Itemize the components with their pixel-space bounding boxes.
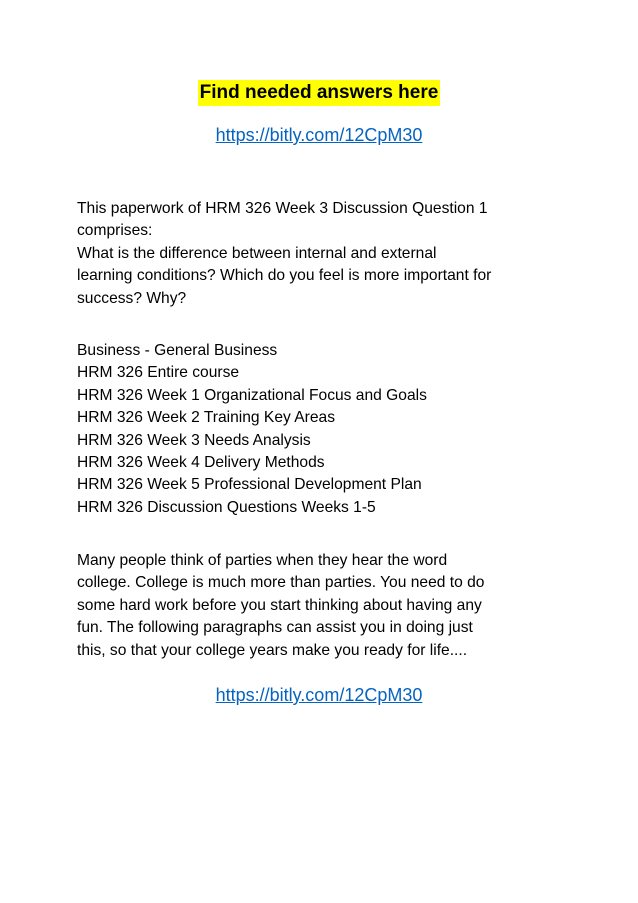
course-list-item: HRM 326 Week 2 Training Key Areas	[77, 409, 335, 427]
course-list-item: HRM 326 Entire course	[77, 364, 240, 382]
course-list-item: HRM 326 Week 3 Needs Analysis	[77, 431, 311, 449]
answers-link-top[interactable]: https://bitly.com/12CpM30	[215, 125, 423, 145]
course-list-item: HRM 326 Discussion Questions Weeks 1-5	[77, 498, 376, 516]
intro-line: This paperwork of HRM 326 Week 3 Discussion Question 1	[77, 200, 488, 217]
intro-line: What is the difference between internal and external	[77, 244, 437, 262]
course-list-item: Business - General Business	[77, 342, 278, 359]
answers-link-bottom[interactable]: https://bitly.com/12CpM30	[215, 685, 423, 705]
course-list-item: HRM 326 Week 1 Organizational Focus and Goals	[77, 386, 427, 404]
paragraph-line: fun. The following paragraphs can assist you in doing just	[77, 619, 473, 637]
intro-line: success? Why?	[77, 289, 187, 307]
course-list-item: HRM 326 Week 4 Delivery Methods	[77, 454, 325, 472]
intro-line: learning conditions? Which do you feel is more important for	[77, 267, 492, 285]
course-list	[77, 340, 577, 519]
paragraph-line: some hard work before you start thinking about having any	[77, 596, 482, 614]
page-title: Find needed answers here	[198, 80, 441, 106]
paragraph-line: this, so that your college years make you ready for life....	[77, 641, 468, 659]
body-paragraph	[77, 550, 577, 662]
paragraph-line: Many people think of parties when they hear the word	[77, 552, 448, 569]
course-list-item: HRM 326 Week 5 Professional Development Plan	[77, 476, 422, 494]
paragraph-line: college. College is much more than parties. You need to do	[77, 574, 485, 592]
headline-container	[0, 80, 638, 106]
intro-line: comprises:	[77, 222, 153, 240]
intro-text	[77, 198, 577, 310]
